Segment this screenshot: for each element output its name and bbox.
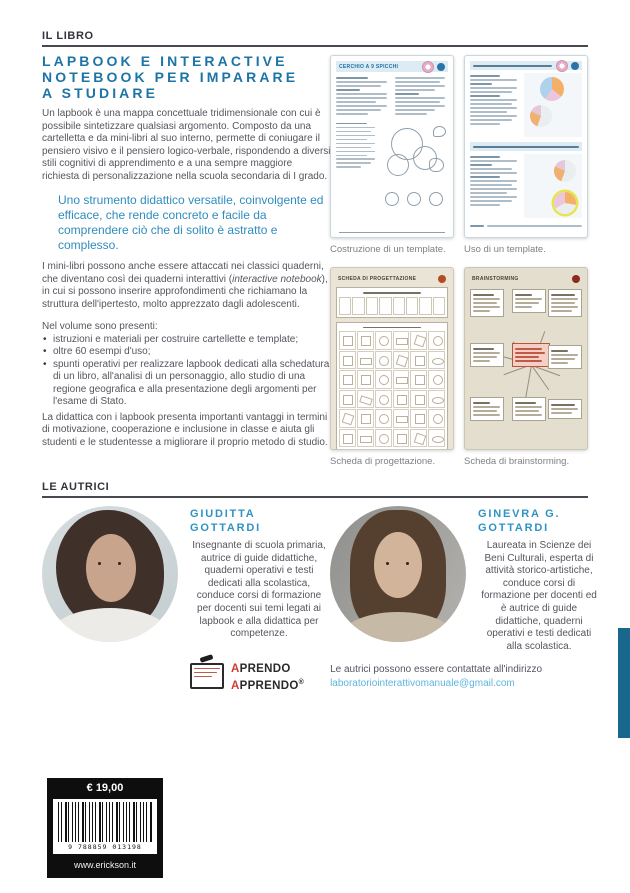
flower-icon <box>556 60 568 72</box>
contact-email-link[interactable]: laboratoriointerattivomanuale@gmail.com <box>330 678 515 689</box>
figure-brainstorming-sheet <box>464 267 588 467</box>
sample-page-template-construction <box>330 55 454 238</box>
author-photo <box>42 506 178 642</box>
body-paragraph: I mini-libri possono anche essere attaccati nei classici quaderni, che diventano così dei quaderni interattivi (interactive notebook), in cui si possono inserire approfondimenti che richiamano la struttura dell'ipertesto, molto apprezzato dagli adolescenti. <box>42 261 328 310</box>
section-label-authors: LE AUTRICI <box>42 481 110 493</box>
sample-page-title: CERCHIO A 9 SPICCHI <box>339 63 399 70</box>
folder-types-box <box>336 287 448 318</box>
sample-page-brainstorming <box>464 267 588 450</box>
authors-row <box>42 506 600 653</box>
book-title <box>42 53 332 101</box>
template-photo-area <box>524 154 582 218</box>
publisher-website: www.erickson.it <box>73 860 136 870</box>
sample-page-design-sheet <box>330 267 454 450</box>
list-item: • spunti operativi per realizzare lapbook dedicati alla schedatura di un libro, all'analisi di un personaggio, allo studio di una regione geografica e alla presentazione degli argomenti per l'esame di Stato. <box>42 359 332 409</box>
figure-caption: Costruzione di un template. <box>330 244 446 255</box>
figure-template-construction <box>330 55 454 255</box>
figure-caption: Uso di un template. <box>464 244 546 255</box>
template-photo <box>530 105 552 127</box>
ruler-line <box>339 232 445 233</box>
closing-paragraph: La didattica con i lapbook presenta importanti vantaggi in termini di motivazione, cooperazione e inclusione in classe e aiuta gli studenti e le studentesse a migliorare il proprio metodo di studio. <box>42 411 328 448</box>
barcode-icon <box>58 802 152 842</box>
pull-quote: Uno strumento didattico versatile, coinvolgente ed efficace, che rende concreto e facile da comprendere ciò che di solito è astratto e complesso. <box>58 193 324 252</box>
number-badge-icon <box>571 62 579 70</box>
sample-page-template-use <box>464 55 588 238</box>
book-description <box>42 53 332 459</box>
author-card <box>330 506 600 653</box>
minibook-grid-box <box>336 322 448 450</box>
greeked-text-columns <box>336 75 448 117</box>
publisher-contact-row <box>190 656 542 693</box>
author-name: GINEVRA G. GOTTARDI <box>478 508 561 534</box>
intro-paragraph: Un lapbook è una mappa concettuale tridimensionale con cui è possibile sintetizzare qualsiasi argomento. Composto da una cartelletta e da mini-libri al suo interno, permette di coniugare il pensiero visivo e il pensiero logico-verbale, rispondendo a diversi stili cognitivi di apprendimento e a una sempre maggiore richiesta di personalizzazione nella scuola secondaria di I grado. <box>42 108 331 182</box>
list-intro: Nel volume sono presenti: <box>42 321 158 332</box>
instructions-and-drawing <box>336 120 448 226</box>
contents-list <box>42 334 332 409</box>
figure-caption: Scheda di brainstorming. <box>464 456 570 467</box>
series-color-tab <box>618 628 630 738</box>
usage-section <box>470 61 582 137</box>
usage-section-header <box>470 61 582 70</box>
sample-page-header <box>336 273 448 284</box>
sample-page-title: SCHEDA DI PROGETTAZIONE <box>338 275 417 282</box>
number-badge-icon <box>572 275 580 283</box>
template-drawing <box>381 120 448 226</box>
book-title-line: LAPBOOK E INTERACTIVE <box>42 53 288 69</box>
barcode-panel <box>53 799 157 854</box>
author-bio: Insegnante di scuola primaria, autrice di guide didattiche, quaderni operativi e testi dedicati alla scolastica, conduce corsi di formazione per docenti sui temi legati ai lapbook e alla didattica per competenze. <box>192 540 326 640</box>
book-title-line: A STUDIARE <box>42 85 159 101</box>
brainstorming-center-box <box>512 343 550 367</box>
whiteboard-logo-icon <box>190 656 226 688</box>
figure-caption: Scheda di progettazione. <box>330 456 436 467</box>
flower-icon <box>422 61 434 73</box>
divider-rule <box>42 496 588 498</box>
author-photo <box>330 506 466 642</box>
figures-grid <box>330 55 588 467</box>
template-photo-area <box>524 73 582 137</box>
divider-rule <box>42 45 588 47</box>
template-photo <box>554 160 576 182</box>
number-badge-icon <box>437 63 445 71</box>
author-bio: Laureata in Scienze dei Beni Culturali, esperta di attività storico-artistiche, conduce corsi di formazione per docenti ed è autrice di guide didattiche, quaderni operativi e testi dedicati alla scolastica. <box>481 540 597 652</box>
barcode-number: 9 788859 013198 <box>68 843 142 851</box>
sample-page-header <box>470 273 582 284</box>
section-label-book: IL LIBRO <box>42 30 94 42</box>
contact-text: Le autrici possono essere contattate all'indirizzo <box>330 664 543 675</box>
number-badge-icon <box>438 275 446 283</box>
sample-page-title: BRAINSTORMING <box>472 275 519 282</box>
brainstorming-map <box>470 287 582 445</box>
book-title-line: NOTEBOOK PER IMPARARE <box>42 69 299 85</box>
price-label: € 19,00 <box>86 782 124 794</box>
figure-template-use <box>464 55 588 255</box>
sample-page-header <box>336 61 448 72</box>
list-item: • istruzioni e materiali per costruire cartellette e template; <box>42 334 332 347</box>
usage-section-header <box>470 142 582 151</box>
template-photo <box>554 192 576 214</box>
usage-section <box>470 142 582 218</box>
aprendo-apprendo-logo: APRENDO APPRENDO® <box>231 663 305 692</box>
list-item: • oltre 60 esempi d'uso; <box>42 346 332 359</box>
fill-in-line <box>470 223 582 229</box>
contact-block <box>330 656 542 691</box>
author-name: GIUDITTA GOTTARDI <box>190 508 262 534</box>
template-photo <box>540 77 564 101</box>
price-barcode-box <box>47 778 163 878</box>
author-card <box>42 506 330 653</box>
figure-design-sheet <box>330 267 454 467</box>
